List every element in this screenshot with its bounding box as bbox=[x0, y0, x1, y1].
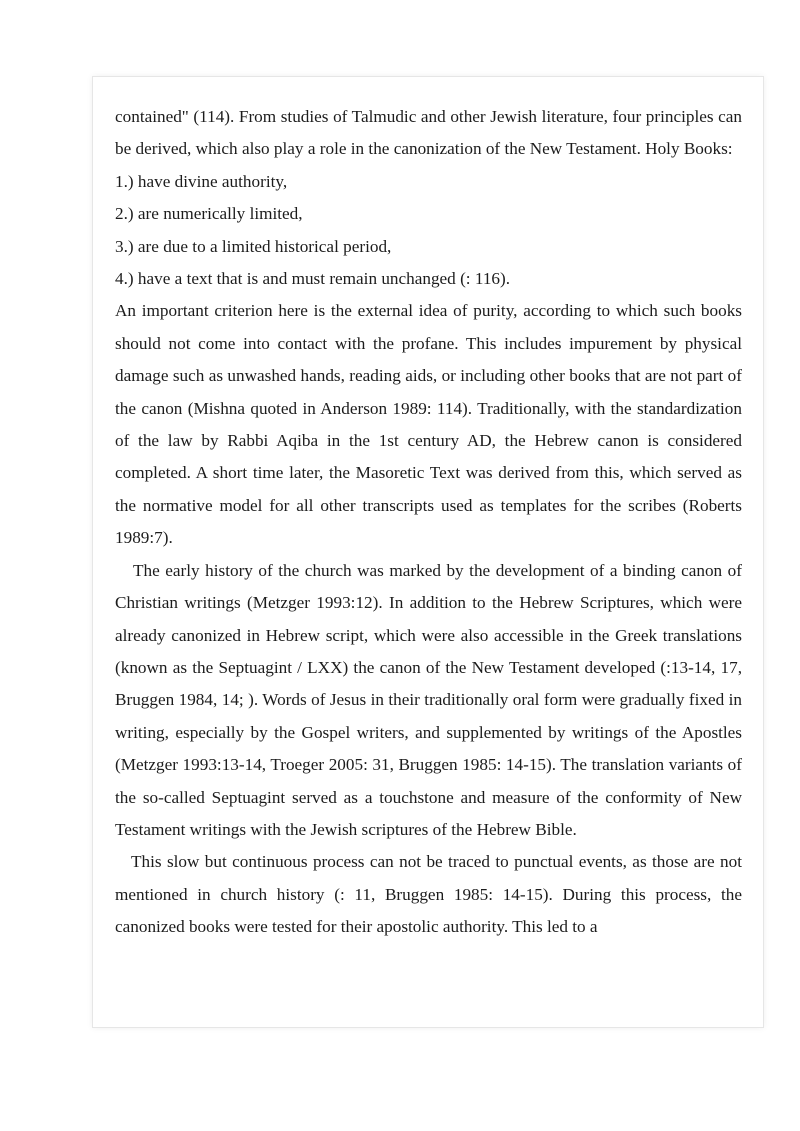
paragraph-early-church-history: The early history of the church was marked by the development of a binding canon of Christian writings (Metzger 1993:12). In addition to the Hebrew Scriptures, which were already canonized in Hebrew script, which were also accessible in the Greek translations (known as the Septuagint / LXX) the canon of the New Testament developed (:13-14, 17, Bruggen 1984, 14; ). Words of Jesus in their traditionally oral form were gradually fixed in writing, especially by the Gospel writers, and supplemented by writings of the Apostles (Metzger 1993:13-14, Troeger 2005: 31, Bruggen 1985: 14-15). The translation variants of the so-called Septuagint served as a touchstone and measure of the conformity of New Testament writings with the Jewish scriptures of the Hebrew Bible. bbox=[115, 560, 742, 839]
list-item-numerically-limited: 2.) are numerically limited, bbox=[115, 204, 303, 224]
list-item-unchanged-text: 4.) have a text that is and must remain unchanged (: 116). bbox=[115, 269, 511, 289]
paragraph-purity-criterion: An important criterion here is the external idea of purity, according to which such books should not come into contact with the profane. This includes impurement by physical damage such as unwashed hands, reading aids, or including other books that are not part of the canon (Mishna quoted in Anderson 1989: 114). Traditionally, with the standardization of the law by Rabbi Aqiba in the 1st century AD, the Hebrew canon is considered completed. A short time later, the Masoretic Text was derived from this, which served as the normative model for all other transcripts used as templates for the scribes (Roberts 1989:7). bbox=[115, 301, 742, 548]
list-item-historical-period: 3.) are due to a limited historical period, bbox=[115, 236, 392, 256]
paragraph-canonization-process: This slow but continuous process can not be traced to punctual events, as those are not mentioned in church history (: 11, Bruggen 1985: 14-15). During this process, the canonized books were tested for their apostolic authority. This led to a bbox=[115, 852, 742, 937]
paragraph-holy-books-intro: contained" (114). From studies of Talmudic and other Jewish literature, four principles can be derived, which also play a role in the canonization of the New Testament. Holy Books: bbox=[115, 107, 742, 159]
list-item-divine-authority: 1.) have divine authority, bbox=[115, 171, 288, 191]
document-body bbox=[115, 101, 742, 944]
